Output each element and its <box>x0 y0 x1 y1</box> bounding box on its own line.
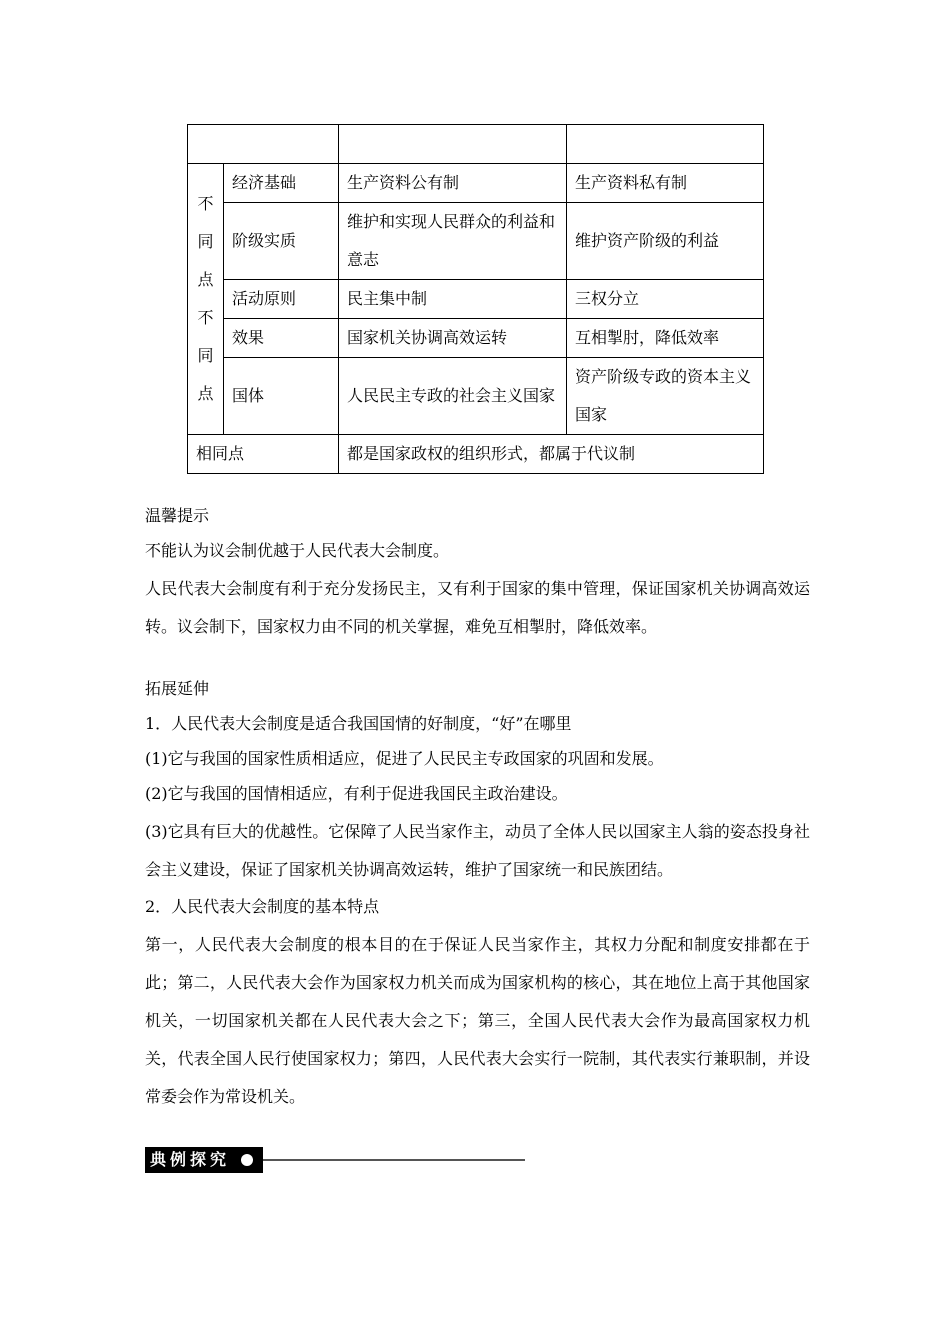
question-heading: 2．人民代表大会制度的基本特点 <box>145 897 380 916</box>
question-heading: 1．人民代表大会制度是适合我国国情的好制度，“好”在哪里 <box>145 714 572 733</box>
same-label-cell: 相同点 <box>188 435 339 474</box>
point-paragraph: (3)它具有巨大的优越性。它保障了人民当家作主，动员了全体人民以国家主人翁的姿态投身社会主义建设，保证了国家机关协调高效运转，维护了国家统一和民族团结。 <box>145 822 810 879</box>
system-a-cell: 人民民主专政的社会主义国家 <box>339 358 567 435</box>
system-a-cell: 民主集中制 <box>339 280 567 319</box>
aspect-cell: 效果 <box>224 319 339 358</box>
system-b-cell: 维护资产阶级的利益 <box>567 203 764 280</box>
tip-paragraph: 人民代表大会制度有利于充分发扬民主，又有利于国家的集中管理，保证国家机关协调高效运转。议会制下，国家权力由不同的机关掌握，难免互相掣肘，降低效率。 <box>145 579 810 636</box>
bullet-dot-icon <box>241 1154 253 1166</box>
system-b-cell: 三权分立 <box>567 280 764 319</box>
comparison-table <box>187 124 764 474</box>
header-cell-empty <box>188 125 339 164</box>
tip-title: 温馨提示 <box>145 506 210 525</box>
section-divider <box>263 1159 525 1161</box>
table-row-same <box>188 435 764 474</box>
section-label: 典例探究 <box>145 1147 263 1173</box>
tip-line: 不能认为议会制优越于人民代表大会制度。 <box>145 541 450 560</box>
system-b-cell: 互相掣肘，降低效率 <box>567 319 764 358</box>
section-banner <box>145 1147 525 1173</box>
extend-title: 拓展延伸 <box>145 679 210 698</box>
system-b-cell: 资产阶级专政的资本主义国家 <box>567 358 764 435</box>
table-header-row <box>188 125 764 164</box>
table-row <box>188 319 764 358</box>
table-row <box>188 164 764 203</box>
aspect-cell: 国体 <box>224 358 339 435</box>
header-cell-system-a <box>339 125 567 164</box>
group-label-differences: 不 同 点 不 同 点 <box>188 164 224 435</box>
table-row <box>188 203 764 280</box>
extend-section <box>145 671 810 1116</box>
system-a-cell: 国家机关协调高效运转 <box>339 319 567 358</box>
table-row <box>188 358 764 435</box>
point-paragraph: (1)它与我国的国家性质相适应，促进了人民民主专政国家的巩固和发展。 <box>145 749 664 768</box>
point-paragraph: (2)它与我国的国情相适应，有利于促进我国民主政治建设。 <box>145 784 568 803</box>
header-cell-system-b <box>567 125 764 164</box>
point-paragraph: 第一，人民代表大会制度的根本目的在于保证人民当家作主，其权力分配和制度安排都在于此；第二，人民代表大会作为国家权力机关而成为国家机构的核心，其在地位上高于其他国家机关，一切国家机关都在人民代表大会之下；第三，全国人民代表大会作为最高国家权力机关，代表全国人民行使国家权力；第四，人民代表大会实行一院制，其代表实行兼职制，并设常委会作为常设机关。 <box>145 935 810 1106</box>
aspect-cell: 阶级实质 <box>224 203 339 280</box>
table-row <box>188 280 764 319</box>
aspect-cell: 经济基础 <box>224 164 339 203</box>
same-text-cell: 都是国家政权的组织形式，都属于代议制 <box>339 435 764 474</box>
system-b-cell: 生产资料私有制 <box>567 164 764 203</box>
system-a-cell: 生产资料公有制 <box>339 164 567 203</box>
system-a-cell: 维护和实现人民群众的利益和意志 <box>339 203 567 280</box>
tip-section <box>145 498 810 646</box>
aspect-cell: 活动原则 <box>224 280 339 319</box>
